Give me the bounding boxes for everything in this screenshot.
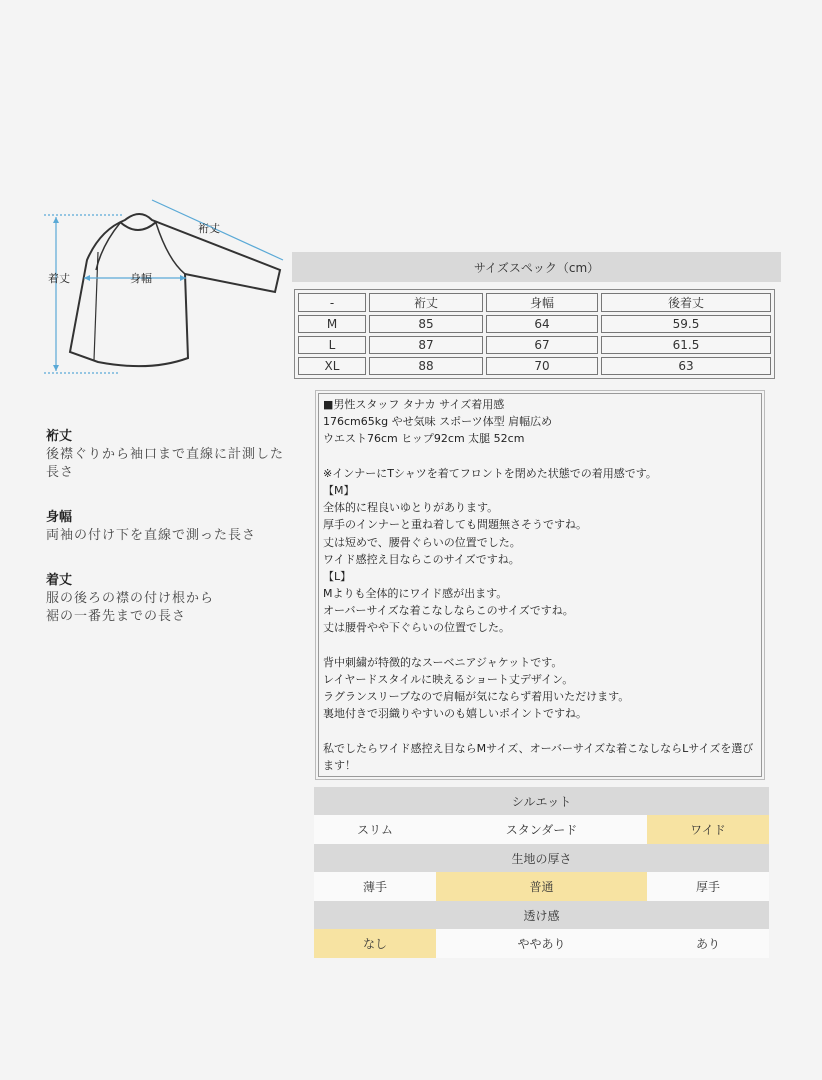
measurement-definitions <box>46 428 296 653</box>
definition-desc: 裾の一番先までの長さ <box>46 609 187 624</box>
header-cell: 裄丈 <box>369 293 483 312</box>
header-cell: 後着丈 <box>601 293 771 312</box>
definition-term: 着丈 <box>46 573 73 588</box>
option-cell-selected: 普通 <box>436 872 647 901</box>
definition-desc: 両袖の付け下を直線で測った長さ <box>46 528 257 543</box>
size-diagram <box>40 190 290 385</box>
jacket-diagram-icon <box>40 190 290 385</box>
comment-line: ※インナーにTシャツを着てフロントを閉めた状態での着用感です。 <box>323 466 657 480</box>
table-cell: 70 <box>486 357 598 375</box>
silhouette-heading: シルエット <box>314 787 769 815</box>
table-cell: 59.5 <box>601 315 771 333</box>
table-row <box>298 336 771 354</box>
table-cell: 63 <box>601 357 771 375</box>
comment-line: ウエスト76cm ヒップ92cm 太腿 52cm <box>323 432 525 446</box>
definition-length <box>46 572 296 626</box>
body-length-label: 着丈 <box>48 272 70 285</box>
option-cell: ややあり <box>436 929 647 958</box>
comment-line: 私でしたらワイド感控え目ならMサイズ、オーバーサイズな着こなしならLサイズを選びます！ <box>323 741 754 772</box>
header-cell: 身幅 <box>486 293 598 312</box>
staff-fit-comment <box>318 393 762 777</box>
body-width-label: 身幅 <box>130 272 152 285</box>
thickness-row <box>314 872 769 901</box>
table-cell: L <box>298 336 366 354</box>
sleeve-length-label: 裄丈 <box>198 222 220 235</box>
definition-width <box>46 509 296 545</box>
size-spec-title: サイズスペック（cm） <box>292 252 781 282</box>
fabric-attributes <box>314 787 769 958</box>
size-spec-table <box>294 289 775 379</box>
comment-line: オーバーサイズな着こなしならこのサイズですね。 <box>323 604 574 618</box>
option-cell: あり <box>647 929 769 958</box>
header-cell: - <box>298 293 366 312</box>
comment-line <box>323 637 757 654</box>
definition-term: 身幅 <box>46 510 73 525</box>
comment-line: 背中刺繍が特徴的なスーベニアジャケットです。 <box>323 655 563 669</box>
comment-line: ■男性スタッフ タナカ サイズ着用感 <box>323 398 505 411</box>
comment-line: 裏地付きで羽織りやすいのも嬉しいポイントですね。 <box>323 707 587 721</box>
table-header-row <box>298 293 771 312</box>
option-cell: 薄手 <box>314 872 436 901</box>
thickness-heading: 生地の厚さ <box>314 844 769 872</box>
comment-line: Mよりも全体的にワイド感が出ます。 <box>323 587 508 601</box>
table-cell: 85 <box>369 315 483 333</box>
table-cell: M <box>298 315 366 333</box>
comment-line: 丈は短めで、腰骨ぐらいの位置でした。 <box>323 535 521 549</box>
sheerness-row <box>314 929 769 958</box>
comment-line <box>323 448 757 465</box>
comment-line <box>323 723 757 740</box>
table-cell: 87 <box>369 336 483 354</box>
option-cell: 厚手 <box>647 872 769 901</box>
comment-line: 【M】 <box>323 483 355 497</box>
comment-line: ワイド感控え目ならこのサイズですね。 <box>323 552 520 566</box>
comment-line: ラグランスリーブなので肩幅が気にならず着用いただけます。 <box>323 690 630 704</box>
table-row <box>298 357 771 375</box>
table-cell: XL <box>298 357 366 375</box>
comment-line: レイヤードスタイルに映えるショート丈デザイン。 <box>323 673 574 686</box>
option-cell-selected: なし <box>314 929 436 958</box>
definition-sleeve <box>46 428 296 482</box>
table-cell: 64 <box>486 315 598 333</box>
definition-term: 裄丈 <box>46 429 73 444</box>
definition-desc: 後襟ぐりから袖口まで直線に計測した長さ <box>46 447 285 480</box>
comment-line: 丈は腰骨やや下ぐらいの位置でした。 <box>323 621 510 635</box>
table-cell: 88 <box>369 357 483 375</box>
option-cell-selected: ワイド <box>647 815 769 844</box>
comment-line: 【L】 <box>323 569 352 583</box>
comment-line: 厚手のインナーと重ね着しても問題無さそうですね。 <box>323 518 587 532</box>
sheerness-heading: 透け感 <box>314 901 769 929</box>
definition-desc: 服の後ろの襟の付け根から <box>46 591 215 606</box>
comment-line: 176cm65kg やせ気味 スポーツ体型 肩幅広め <box>323 415 553 429</box>
table-row <box>298 315 771 333</box>
option-cell: スタンダード <box>436 815 647 844</box>
silhouette-row <box>314 815 769 844</box>
comment-line: 全体的に程良いゆとりがあります。 <box>323 501 499 515</box>
table-cell: 67 <box>486 336 598 354</box>
option-cell: スリム <box>314 815 436 844</box>
table-cell: 61.5 <box>601 336 771 354</box>
